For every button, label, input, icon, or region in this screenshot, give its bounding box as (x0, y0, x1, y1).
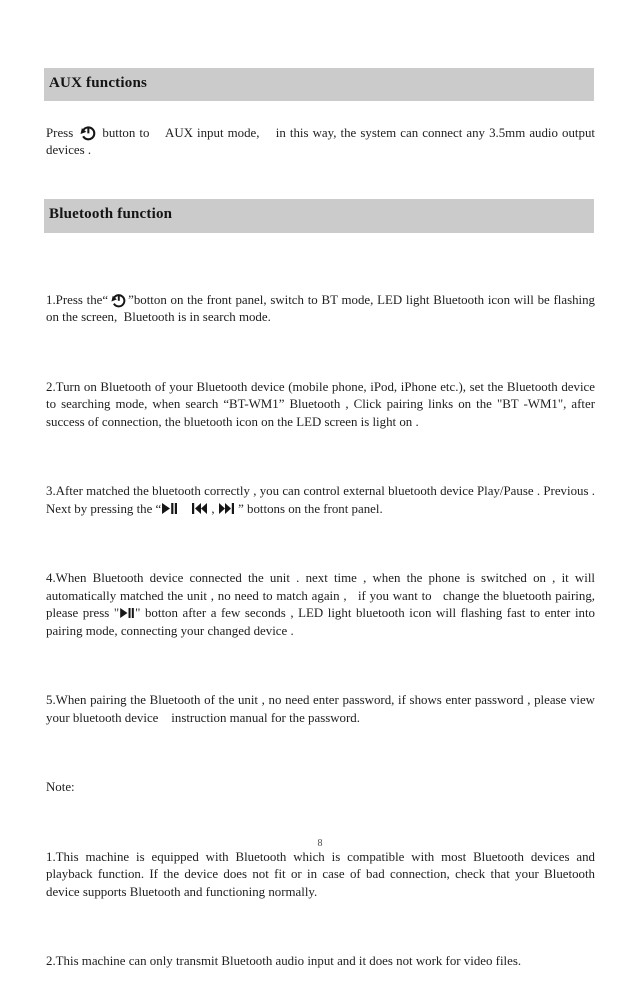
bt-step-4 (46, 570, 599, 640)
aux-text-after-icon: button to AUX input mode, in this way, the system can connect any 3.5mm audio output devices . (46, 126, 599, 158)
bluetooth-section-title: Bluetooth function (49, 206, 173, 222)
bt-note-1-text: 1.This machine is equipped with Bluetooth which is compatible with most Bluetooth devices and playback function. If the device does not fit or in case of bad connection, check that your Bluetooth device supports Bluetooth and functioning normally. (46, 849, 599, 899)
source-input-icon (79, 124, 96, 141)
next-track-icon (219, 503, 234, 514)
play-pause-icon (120, 608, 134, 618)
bt-step-2-text: 2.Turn on Bluetooth of your Bluetooth device (mobile phone, iPod, iPhone etc.), set the Bluetooth device to searching mode, when search “BT-WM1” Bluetooth , Click pairing links on the "BT -WM1", after success of connection, the bluetooth icon on the LED screen is light on . (46, 379, 599, 429)
aux-section-header (44, 68, 594, 101)
bt-step-5-text: 5.When pairing the Bluetooth of the unit , no need enter password, if shows enter password , please view your bluetooth device instruction manual for the password. (46, 693, 599, 725)
bt-step-4-text-a: 4.When Bluetooth device connected the unit . next time , when the phone is switched on , it will automatically matched the unit , no need to match again , if you want to change the bluetooth pairing, please press " (46, 571, 599, 621)
source-input-icon (110, 292, 126, 308)
aux-body-paragraph (46, 124, 599, 160)
bt-step-1-text-a: 1.Press the“ (46, 292, 109, 307)
bt-step-2 (46, 379, 599, 431)
page-number: 8 (317, 838, 323, 849)
bt-step-3-text-b: ” bottons on the front panel. (234, 501, 383, 516)
bt-step-3-separator: , (208, 501, 218, 516)
bluetooth-section-header (44, 199, 594, 233)
play-pause-icon (162, 503, 177, 514)
bt-step-3-text-a: 3.After matched the bluetooth correctly , you can control external bluetooth device Play/Pause . Previous . Next by pressing the “ (46, 484, 599, 516)
bt-step-1 (46, 292, 599, 327)
bt-note-1 (46, 849, 599, 901)
bt-note-label-text: Note: (46, 780, 75, 795)
bt-step-4-text-b: " botton after a few seconds , LED light bluetooth icon will flashing fast to enter into pairing mode, connecting your changed device . (46, 606, 599, 638)
bt-note-label (46, 779, 595, 796)
previous-track-icon (192, 503, 207, 514)
bt-step-1-text-b: ”botton on the front panel, switch to BT mode, LED light Bluetooth icon will be flashing on the screen, Bluetooth is in search mode. (46, 292, 599, 325)
aux-text-before-icon: Press (46, 126, 78, 140)
bt-step-3-gap (178, 502, 191, 516)
bluetooth-body (46, 257, 599, 1005)
aux-section-title: AUX functions (49, 75, 148, 91)
bt-note-2 (46, 953, 595, 970)
bt-note-2-text: 2.This machine can only transmit Bluetooth audio input and it does not work for video files. (46, 954, 522, 969)
bt-step-3 (46, 483, 599, 518)
bt-step-5 (46, 692, 599, 727)
